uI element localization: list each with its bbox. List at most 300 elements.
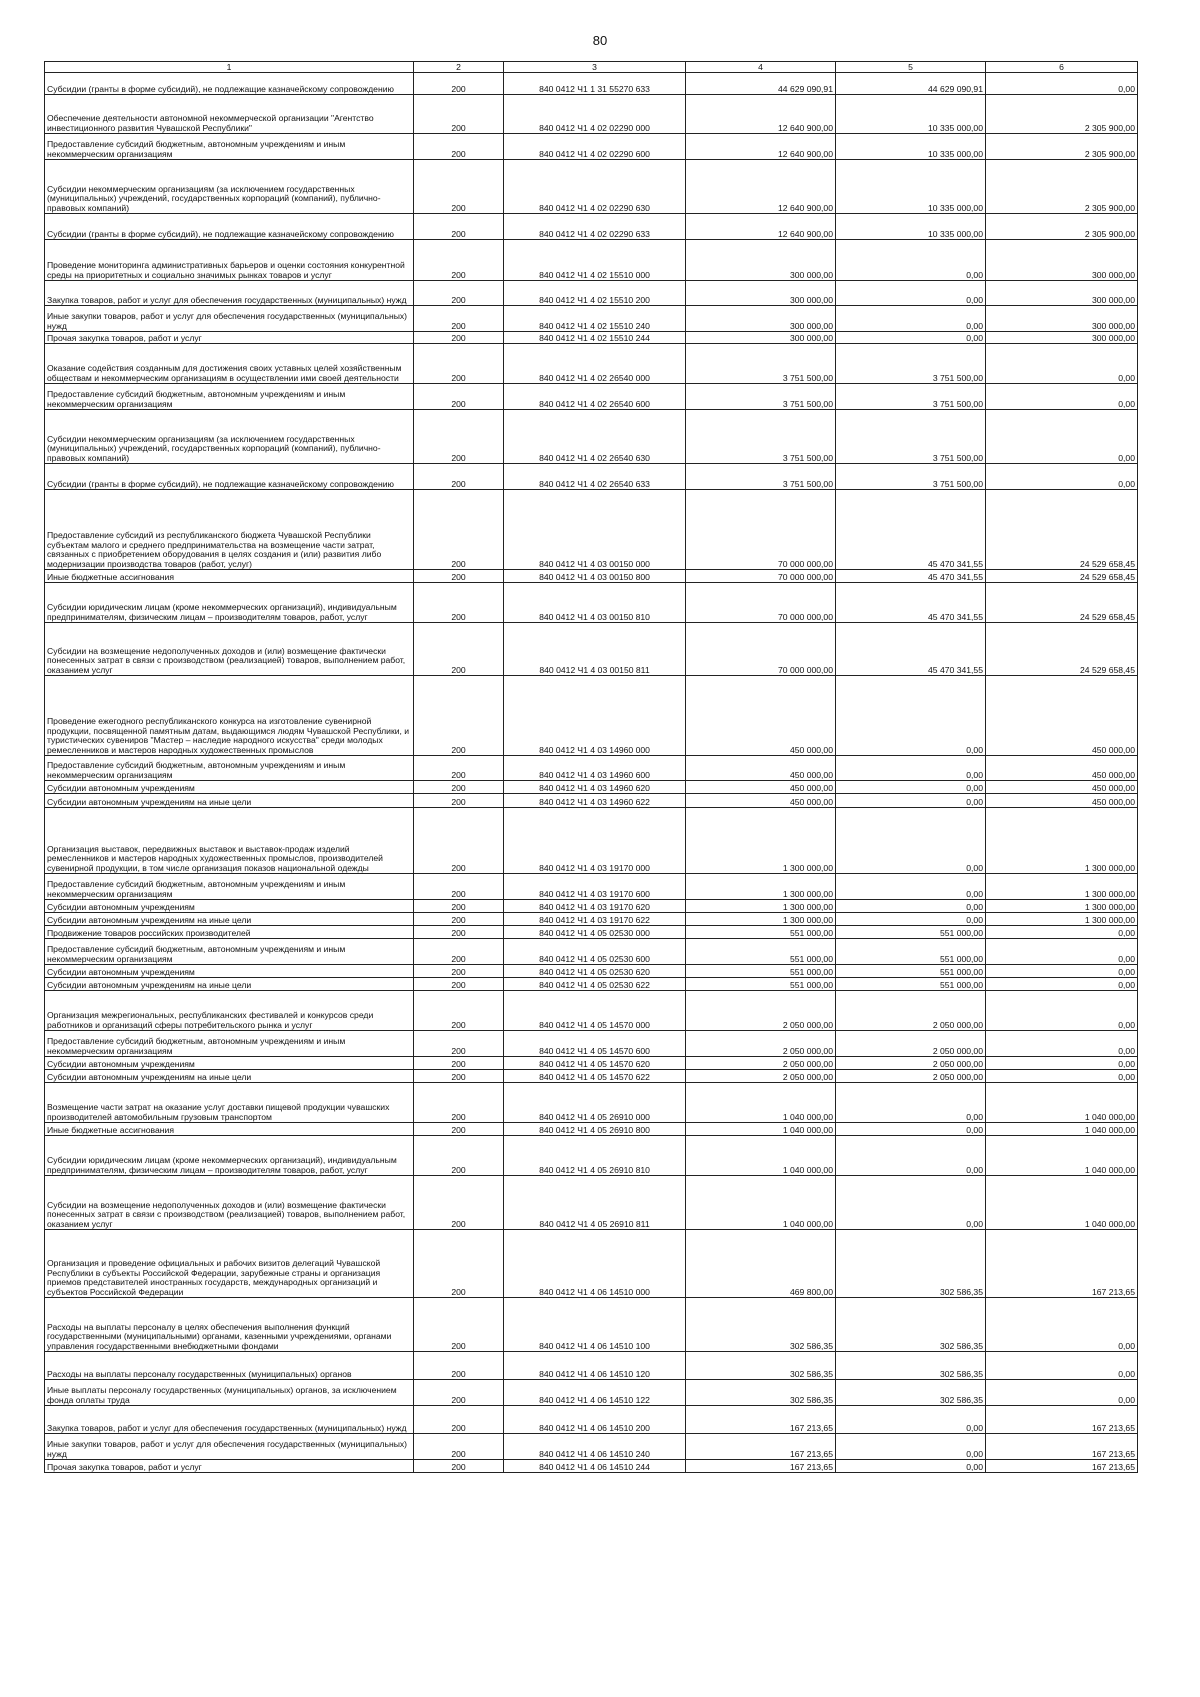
table-body — [45, 73, 1138, 1473]
row-value-6-cell: 24 529 658,45 — [986, 490, 1138, 570]
row-value-6-cell: 0,00 — [986, 384, 1138, 410]
table-row — [45, 1176, 1138, 1230]
row-value-5-cell: 302 586,35 — [836, 1230, 986, 1298]
row-value-6-cell: 1 040 000,00 — [986, 1083, 1138, 1123]
row-code-cell: 200 — [414, 1057, 504, 1070]
table-row — [45, 332, 1138, 344]
table-row — [45, 623, 1138, 676]
row-value-4-cell: 450 000,00 — [686, 794, 836, 808]
row-value-5-cell: 2 050 000,00 — [836, 1070, 986, 1083]
row-value-5-cell: 45 470 341,55 — [836, 623, 986, 676]
row-kbk-cell: 840 0412 Ч1 4 03 19170 000 — [504, 808, 686, 874]
row-code-cell: 200 — [414, 160, 504, 214]
row-kbk-cell: 840 0412 Ч1 4 02 26540 600 — [504, 384, 686, 410]
row-code-cell: 200 — [414, 900, 504, 913]
row-value-6-cell: 0,00 — [986, 926, 1138, 939]
row-kbk-cell: 840 0412 Ч1 4 05 26910 800 — [504, 1123, 686, 1136]
table-row — [45, 160, 1138, 214]
table-row — [45, 1057, 1138, 1070]
row-value-4-cell: 302 586,35 — [686, 1352, 836, 1380]
row-value-6-cell: 0,00 — [986, 991, 1138, 1031]
row-kbk-cell: 840 0412 Ч1 4 02 26540 633 — [504, 464, 686, 490]
row-value-4-cell: 469 800,00 — [686, 1230, 836, 1298]
row-kbk-cell: 840 0412 Ч1 4 03 14960 622 — [504, 794, 686, 808]
row-kbk-cell: 840 0412 Ч1 4 03 14960 000 — [504, 676, 686, 756]
row-code-cell: 200 — [414, 676, 504, 756]
row-code-cell: 200 — [414, 384, 504, 410]
row-code-cell: 200 — [414, 1380, 504, 1406]
row-name-cell: Предоставление субсидий бюджетным, автономным учреждениям и иным некоммерческим организациям — [45, 1031, 414, 1057]
column-header-4: 4 — [686, 62, 836, 73]
row-name-cell: Продвижение товаров российских производителей — [45, 926, 414, 939]
row-value-6-cell: 1 300 000,00 — [986, 874, 1138, 900]
row-value-6-cell: 24 529 658,45 — [986, 623, 1138, 676]
row-name-cell: Субсидии автономным учреждениям на иные цели — [45, 978, 414, 991]
row-value-6-cell: 2 305 900,00 — [986, 95, 1138, 134]
row-kbk-cell: 840 0412 Ч1 4 05 14570 000 — [504, 991, 686, 1031]
column-header-6: 6 — [986, 62, 1138, 73]
row-kbk-cell: 840 0412 Ч1 4 06 14510 240 — [504, 1434, 686, 1460]
row-value-4-cell: 70 000 000,00 — [686, 490, 836, 570]
row-value-4-cell: 2 050 000,00 — [686, 1057, 836, 1070]
row-value-5-cell: 0,00 — [836, 332, 986, 344]
row-value-6-cell: 2 305 900,00 — [986, 134, 1138, 160]
row-name-cell: Закупка товаров, работ и услуг для обеспечения государственных (муниципальных) нужд — [45, 1406, 414, 1434]
row-kbk-cell: 840 0412 Ч1 4 06 14510 000 — [504, 1230, 686, 1298]
row-value-4-cell: 551 000,00 — [686, 965, 836, 978]
row-code-cell: 200 — [414, 344, 504, 384]
row-code-cell: 200 — [414, 134, 504, 160]
row-name-cell: Субсидии автономным учреждениям — [45, 900, 414, 913]
row-kbk-cell: 840 0412 Ч1 4 06 14510 100 — [504, 1298, 686, 1352]
row-name-cell: Субсидии автономным учреждениям — [45, 1057, 414, 1070]
row-kbk-cell: 840 0412 Ч1 4 03 00150 810 — [504, 583, 686, 623]
row-value-5-cell: 302 586,35 — [836, 1298, 986, 1352]
row-value-6-cell: 1 300 000,00 — [986, 913, 1138, 926]
row-kbk-cell: 840 0412 Ч1 4 05 02530 000 — [504, 926, 686, 939]
table-row — [45, 1380, 1138, 1406]
row-name-cell: Предоставление субсидий бюджетным, автономным учреждениям и иным некоммерческим организациям — [45, 756, 414, 781]
row-value-5-cell: 45 470 341,55 — [836, 490, 986, 570]
row-value-4-cell: 44 629 090,91 — [686, 73, 836, 95]
row-name-cell: Субсидии юридическим лицам (кроме некоммерческих организаций), индивидуальным предпринимателям, физическим лицам – производителям товаров, работ, услуг — [45, 1136, 414, 1176]
row-value-5-cell: 0,00 — [836, 306, 986, 332]
row-name-cell: Иные бюджетные ассигнования — [45, 1123, 414, 1136]
row-code-cell: 200 — [414, 939, 504, 965]
row-value-6-cell: 24 529 658,45 — [986, 570, 1138, 583]
row-value-6-cell: 0,00 — [986, 1057, 1138, 1070]
row-kbk-cell: 840 0412 Ч1 4 06 14510 120 — [504, 1352, 686, 1380]
row-code-cell: 200 — [414, 1123, 504, 1136]
row-value-4-cell: 450 000,00 — [686, 781, 836, 794]
row-value-4-cell: 1 300 000,00 — [686, 808, 836, 874]
row-value-4-cell: 300 000,00 — [686, 306, 836, 332]
row-kbk-cell: 840 0412 Ч1 4 06 14510 244 — [504, 1460, 686, 1473]
row-value-4-cell: 12 640 900,00 — [686, 160, 836, 214]
table-row — [45, 965, 1138, 978]
row-code-cell: 200 — [414, 1031, 504, 1057]
row-name-cell: Субсидии автономным учреждениям на иные цели — [45, 1070, 414, 1083]
row-value-5-cell: 3 751 500,00 — [836, 344, 986, 384]
row-value-4-cell: 2 050 000,00 — [686, 991, 836, 1031]
row-value-6-cell: 300 000,00 — [986, 306, 1138, 332]
row-value-5-cell: 0,00 — [836, 1460, 986, 1473]
row-code-cell: 200 — [414, 464, 504, 490]
row-value-4-cell: 551 000,00 — [686, 978, 836, 991]
row-value-4-cell: 1 040 000,00 — [686, 1176, 836, 1230]
table-row — [45, 913, 1138, 926]
row-value-6-cell: 0,00 — [986, 1070, 1138, 1083]
table-row — [45, 1136, 1138, 1176]
row-kbk-cell: 840 0412 Ч1 4 05 14570 620 — [504, 1057, 686, 1070]
row-code-cell: 200 — [414, 978, 504, 991]
row-value-6-cell: 167 213,65 — [986, 1406, 1138, 1434]
row-kbk-cell: 840 0412 Ч1 1 31 55270 633 — [504, 73, 686, 95]
table-row — [45, 214, 1138, 240]
row-name-cell: Субсидии некоммерческим организациям (за исключением государственных (муниципальных) учреждений, государственных корпораций (компаний), публично-правовых компаний) — [45, 160, 414, 214]
column-header-3: 3 — [504, 62, 686, 73]
row-value-6-cell: 24 529 658,45 — [986, 583, 1138, 623]
row-value-4-cell: 1 300 000,00 — [686, 913, 836, 926]
table-row — [45, 464, 1138, 490]
table-row — [45, 306, 1138, 332]
row-code-cell: 200 — [414, 73, 504, 95]
row-name-cell: Предоставление субсидий бюджетным, автономным учреждениям и иным некоммерческим организациям — [45, 134, 414, 160]
column-header-5: 5 — [836, 62, 986, 73]
table-row — [45, 134, 1138, 160]
row-kbk-cell: 840 0412 Ч1 4 03 00150 800 — [504, 570, 686, 583]
row-kbk-cell: 840 0412 Ч1 4 03 00150 811 — [504, 623, 686, 676]
row-value-4-cell: 3 751 500,00 — [686, 344, 836, 384]
table-row — [45, 939, 1138, 965]
row-value-5-cell: 0,00 — [836, 1123, 986, 1136]
row-value-4-cell: 450 000,00 — [686, 756, 836, 781]
row-value-6-cell: 0,00 — [986, 73, 1138, 95]
row-name-cell: Иные выплаты персоналу государственных (муниципальных) органов, за исключением фонда оплаты труда — [45, 1380, 414, 1406]
row-kbk-cell: 840 0412 Ч1 4 05 26910 000 — [504, 1083, 686, 1123]
column-header-2: 2 — [414, 62, 504, 73]
row-name-cell: Субсидии (гранты в форме субсидий), не подлежащие казначейскому сопровождению — [45, 464, 414, 490]
row-value-6-cell: 1 040 000,00 — [986, 1136, 1138, 1176]
row-code-cell: 200 — [414, 1352, 504, 1380]
table-row — [45, 900, 1138, 913]
row-code-cell: 200 — [414, 1406, 504, 1434]
row-value-4-cell: 3 751 500,00 — [686, 464, 836, 490]
row-kbk-cell: 840 0412 Ч1 4 02 02290 633 — [504, 214, 686, 240]
row-value-5-cell: 0,00 — [836, 756, 986, 781]
table-row — [45, 1406, 1138, 1434]
row-value-5-cell: 0,00 — [836, 781, 986, 794]
row-value-4-cell: 300 000,00 — [686, 240, 836, 281]
row-value-6-cell: 300 000,00 — [986, 332, 1138, 344]
row-value-5-cell: 45 470 341,55 — [836, 583, 986, 623]
row-value-6-cell: 0,00 — [986, 978, 1138, 991]
row-value-4-cell: 167 213,65 — [686, 1406, 836, 1434]
table-row — [45, 583, 1138, 623]
row-name-cell: Организация и проведение официальных и рабочих визитов делегаций Чувашской Республики в субъекты Российской Федерации, зарубежные страны и организация приемов представителей иностранных государств, международных организаций и субъектов Российской Федерации — [45, 1230, 414, 1298]
row-code-cell: 200 — [414, 794, 504, 808]
row-value-4-cell: 12 640 900,00 — [686, 214, 836, 240]
table-row — [45, 808, 1138, 874]
row-name-cell: Обеспечение деятельности автономной некоммерческой организации "Агентство инвестиционного развития Чувашской Республики" — [45, 95, 414, 134]
row-value-4-cell: 1 300 000,00 — [686, 900, 836, 913]
row-value-6-cell: 0,00 — [986, 410, 1138, 464]
row-code-cell: 200 — [414, 281, 504, 306]
row-name-cell: Проведение ежегодного республиканского конкурса на изготовление сувенирной продукции, посвященной памятным датам, выдающимся людям Чувашской Республики, и туристических сувениров "Мастер – наследие народного искусства" среди молодых ремесленников и мастеров народных художественных промыслов — [45, 676, 414, 756]
row-value-5-cell: 10 335 000,00 — [836, 95, 986, 134]
table-row — [45, 1352, 1138, 1380]
row-kbk-cell: 840 0412 Ч1 4 03 14960 620 — [504, 781, 686, 794]
table-row — [45, 874, 1138, 900]
row-value-6-cell: 0,00 — [986, 1380, 1138, 1406]
row-code-cell: 200 — [414, 410, 504, 464]
table-row — [45, 1070, 1138, 1083]
row-value-6-cell: 0,00 — [986, 1352, 1138, 1380]
row-value-5-cell: 0,00 — [836, 1136, 986, 1176]
row-value-5-cell: 0,00 — [836, 1176, 986, 1230]
row-value-6-cell: 0,00 — [986, 939, 1138, 965]
row-name-cell: Предоставление субсидий бюджетным, автономным учреждениям и иным некоммерческим организациям — [45, 939, 414, 965]
row-name-cell: Иные закупки товаров, работ и услуг для обеспечения государственных (муниципальных) нужд — [45, 306, 414, 332]
row-name-cell: Субсидии на возмещение недополученных доходов и (или) возмещение фактически понесенных затрат в связи с производством (реализацией) товаров, выполнением работ, оказанием услуг — [45, 1176, 414, 1230]
row-value-6-cell: 1 300 000,00 — [986, 808, 1138, 874]
row-value-5-cell: 3 751 500,00 — [836, 410, 986, 464]
row-value-5-cell: 0,00 — [836, 874, 986, 900]
row-code-cell: 200 — [414, 214, 504, 240]
row-kbk-cell: 840 0412 Ч1 4 02 26540 630 — [504, 410, 686, 464]
row-kbk-cell: 840 0412 Ч1 4 06 14510 200 — [504, 1406, 686, 1434]
row-value-6-cell: 0,00 — [986, 1298, 1138, 1352]
row-value-4-cell: 1 040 000,00 — [686, 1123, 836, 1136]
row-value-4-cell: 3 751 500,00 — [686, 410, 836, 464]
row-name-cell: Расходы на выплаты персоналу государственных (муниципальных) органов — [45, 1352, 414, 1380]
row-kbk-cell: 840 0412 Ч1 4 03 19170 622 — [504, 913, 686, 926]
row-value-5-cell: 302 586,35 — [836, 1380, 986, 1406]
row-value-5-cell: 551 000,00 — [836, 926, 986, 939]
row-name-cell: Субсидии юридическим лицам (кроме некоммерческих организаций), индивидуальным предпринимателям, физическим лицам – производителям товаров, работ, услуг — [45, 583, 414, 623]
row-value-4-cell: 3 751 500,00 — [686, 384, 836, 410]
table-row — [45, 1230, 1138, 1298]
page-number: 80 — [592, 33, 608, 48]
row-kbk-cell: 840 0412 Ч1 4 06 14510 122 — [504, 1380, 686, 1406]
row-value-4-cell: 302 586,35 — [686, 1380, 836, 1406]
row-value-6-cell: 1 040 000,00 — [986, 1176, 1138, 1230]
row-name-cell: Оказание содействия созданным для достижения своих уставных целей хозяйственным обществам и некоммерческим организациям в осуществлении ими своей деятельности — [45, 344, 414, 384]
row-value-5-cell: 0,00 — [836, 240, 986, 281]
table-row — [45, 756, 1138, 781]
row-kbk-cell: 840 0412 Ч1 4 05 14570 600 — [504, 1031, 686, 1057]
row-code-cell: 200 — [414, 1434, 504, 1460]
row-kbk-cell: 840 0412 Ч1 4 03 14960 600 — [504, 756, 686, 781]
table-row — [45, 384, 1138, 410]
row-value-6-cell: 300 000,00 — [986, 281, 1138, 306]
table-row — [45, 344, 1138, 384]
row-name-cell: Предоставление субсидий из республиканского бюджета Чувашской Республики субъектам малого и среднего предпринимательства на возмещение части затрат, связанных с приобретением оборудования в целях создания и (или) развития либо модернизации производства товаров (работ, услуг) — [45, 490, 414, 570]
row-name-cell: Возмещение части затрат на оказание услуг доставки пищевой продукции чувашских производителей автомобильным грузовым транспортом — [45, 1083, 414, 1123]
row-value-4-cell: 2 050 000,00 — [686, 1070, 836, 1083]
row-code-cell: 200 — [414, 913, 504, 926]
row-name-cell: Организация межрегиональных, республиканских фестивалей и конкурсов среди работников и организаций сферы потребительского рынка и услуг — [45, 991, 414, 1031]
row-name-cell: Иные бюджетные ассигнования — [45, 570, 414, 583]
row-value-5-cell: 10 335 000,00 — [836, 214, 986, 240]
row-value-5-cell: 2 050 000,00 — [836, 1031, 986, 1057]
row-value-6-cell: 0,00 — [986, 1031, 1138, 1057]
row-value-5-cell: 2 050 000,00 — [836, 1057, 986, 1070]
row-code-cell: 200 — [414, 991, 504, 1031]
row-kbk-cell: 840 0412 Ч1 4 05 14570 622 — [504, 1070, 686, 1083]
row-code-cell: 200 — [414, 623, 504, 676]
table-row — [45, 781, 1138, 794]
row-name-cell: Иные закупки товаров, работ и услуг для обеспечения государственных (муниципальных) нужд — [45, 1434, 414, 1460]
row-value-4-cell: 12 640 900,00 — [686, 95, 836, 134]
row-kbk-cell: 840 0412 Ч1 4 02 15510 244 — [504, 332, 686, 344]
table-row — [45, 1298, 1138, 1352]
table-row — [45, 1123, 1138, 1136]
row-value-5-cell: 551 000,00 — [836, 965, 986, 978]
row-name-cell: Субсидии (гранты в форме субсидий), не подлежащие казначейскому сопровождению — [45, 73, 414, 95]
row-value-6-cell: 1 300 000,00 — [986, 900, 1138, 913]
table-row — [45, 794, 1138, 808]
table-row — [45, 410, 1138, 464]
row-value-5-cell: 44 629 090,91 — [836, 73, 986, 95]
row-kbk-cell: 840 0412 Ч1 4 03 19170 600 — [504, 874, 686, 900]
row-value-6-cell: 450 000,00 — [986, 794, 1138, 808]
row-kbk-cell: 840 0412 Ч1 4 05 02530 620 — [504, 965, 686, 978]
row-code-cell: 200 — [414, 306, 504, 332]
row-value-5-cell: 0,00 — [836, 281, 986, 306]
row-code-cell: 200 — [414, 240, 504, 281]
row-value-6-cell: 1 040 000,00 — [986, 1123, 1138, 1136]
table-row — [45, 1434, 1138, 1460]
row-value-4-cell: 300 000,00 — [686, 281, 836, 306]
row-value-4-cell: 551 000,00 — [686, 939, 836, 965]
table-row — [45, 991, 1138, 1031]
row-value-4-cell: 551 000,00 — [686, 926, 836, 939]
row-value-5-cell: 45 470 341,55 — [836, 570, 986, 583]
table-row — [45, 676, 1138, 756]
row-kbk-cell: 840 0412 Ч1 4 05 02530 600 — [504, 939, 686, 965]
row-value-4-cell: 302 586,35 — [686, 1298, 836, 1352]
row-value-5-cell: 3 751 500,00 — [836, 384, 986, 410]
table-row — [45, 1083, 1138, 1123]
row-code-cell: 200 — [414, 95, 504, 134]
row-value-5-cell: 0,00 — [836, 794, 986, 808]
row-value-5-cell: 0,00 — [836, 1083, 986, 1123]
row-code-cell: 200 — [414, 1136, 504, 1176]
row-value-5-cell: 302 586,35 — [836, 1352, 986, 1380]
row-value-5-cell: 0,00 — [836, 1434, 986, 1460]
row-value-6-cell: 167 213,65 — [986, 1460, 1138, 1473]
table-row — [45, 240, 1138, 281]
table-row — [45, 1460, 1138, 1473]
table-row — [45, 978, 1138, 991]
row-code-cell: 200 — [414, 1298, 504, 1352]
table-row — [45, 1031, 1138, 1057]
row-kbk-cell: 840 0412 Ч1 4 05 02530 622 — [504, 978, 686, 991]
row-code-cell: 200 — [414, 808, 504, 874]
row-name-cell: Проведение мониторинга административных барьеров и оценки состояния конкурентной среды на приоритетных и социально значимых рынках товаров и услуг — [45, 240, 414, 281]
column-header-1: 1 — [45, 62, 414, 73]
row-value-4-cell: 167 213,65 — [686, 1434, 836, 1460]
row-value-4-cell: 12 640 900,00 — [686, 134, 836, 160]
row-name-cell: Субсидии автономным учреждениям на иные цели — [45, 794, 414, 808]
row-kbk-cell: 840 0412 Ч1 4 02 15510 240 — [504, 306, 686, 332]
row-value-4-cell: 1 300 000,00 — [686, 874, 836, 900]
row-value-5-cell: 3 751 500,00 — [836, 464, 986, 490]
row-code-cell: 200 — [414, 1083, 504, 1123]
row-name-cell: Закупка товаров, работ и услуг для обеспечения государственных (муниципальных) нужд — [45, 281, 414, 306]
row-value-6-cell: 167 213,65 — [986, 1230, 1138, 1298]
row-code-cell: 200 — [414, 490, 504, 570]
row-name-cell: Субсидии автономным учреждениям — [45, 781, 414, 794]
row-value-6-cell: 450 000,00 — [986, 676, 1138, 756]
row-name-cell: Расходы на выплаты персоналу в целях обеспечения выполнения функций государственными (муниципальными) органами, казенными учреждениями, органами управления государственными внебюджетными фондами — [45, 1298, 414, 1352]
row-value-5-cell: 10 335 000,00 — [836, 160, 986, 214]
row-value-6-cell: 0,00 — [986, 464, 1138, 490]
table-row — [45, 490, 1138, 570]
row-value-4-cell: 70 000 000,00 — [686, 583, 836, 623]
row-kbk-cell: 840 0412 Ч1 4 02 15510 200 — [504, 281, 686, 306]
row-code-cell: 200 — [414, 1460, 504, 1473]
row-code-cell: 200 — [414, 1176, 504, 1230]
row-value-5-cell: 551 000,00 — [836, 978, 986, 991]
row-value-4-cell: 70 000 000,00 — [686, 570, 836, 583]
row-name-cell: Субсидии автономным учреждениям — [45, 965, 414, 978]
row-kbk-cell: 840 0412 Ч1 4 03 19170 620 — [504, 900, 686, 913]
table-row — [45, 926, 1138, 939]
row-kbk-cell: 840 0412 Ч1 4 05 26910 811 — [504, 1176, 686, 1230]
row-name-cell: Прочая закупка товаров, работ и услуг — [45, 1460, 414, 1473]
row-value-6-cell: 2 305 900,00 — [986, 214, 1138, 240]
row-code-cell: 200 — [414, 756, 504, 781]
row-code-cell: 200 — [414, 1230, 504, 1298]
row-name-cell: Субсидии некоммерческим организациям (за исключением государственных (муниципальных) учреждений, государственных корпораций (компаний), публично-правовых компаний) — [45, 410, 414, 464]
row-name-cell: Предоставление субсидий бюджетным, автономным учреждениям и иным некоммерческим организациям — [45, 874, 414, 900]
row-code-cell: 200 — [414, 926, 504, 939]
row-value-6-cell: 0,00 — [986, 344, 1138, 384]
row-value-5-cell: 0,00 — [836, 913, 986, 926]
row-value-5-cell: 551 000,00 — [836, 939, 986, 965]
row-kbk-cell: 840 0412 Ч1 4 02 15510 000 — [504, 240, 686, 281]
row-value-4-cell: 2 050 000,00 — [686, 1031, 836, 1057]
row-kbk-cell: 840 0412 Ч1 4 05 26910 810 — [504, 1136, 686, 1176]
row-value-6-cell: 167 213,65 — [986, 1434, 1138, 1460]
row-name-cell: Субсидии на возмещение недополученных доходов и (или) возмещение фактически понесенных затрат в связи с производством (реализацией) товаров, выполнением работ, оказанием услуг — [45, 623, 414, 676]
row-value-4-cell: 167 213,65 — [686, 1460, 836, 1473]
row-code-cell: 200 — [414, 583, 504, 623]
row-value-5-cell: 0,00 — [836, 808, 986, 874]
row-value-5-cell: 0,00 — [836, 676, 986, 756]
row-value-5-cell: 2 050 000,00 — [836, 991, 986, 1031]
row-value-6-cell: 0,00 — [986, 965, 1138, 978]
header-row — [45, 62, 1138, 73]
row-code-cell: 200 — [414, 965, 504, 978]
row-kbk-cell: 840 0412 Ч1 4 02 02290 000 — [504, 95, 686, 134]
row-value-5-cell: 0,00 — [836, 1406, 986, 1434]
table-row — [45, 281, 1138, 306]
row-kbk-cell: 840 0412 Ч1 4 02 02290 600 — [504, 134, 686, 160]
row-code-cell: 200 — [414, 332, 504, 344]
row-name-cell: Предоставление субсидий бюджетным, автономным учреждениям и иным некоммерческим организациям — [45, 384, 414, 410]
row-value-4-cell: 1 040 000,00 — [686, 1136, 836, 1176]
row-value-6-cell: 450 000,00 — [986, 756, 1138, 781]
table-row — [45, 570, 1138, 583]
row-code-cell: 200 — [414, 1070, 504, 1083]
row-value-4-cell: 70 000 000,00 — [686, 623, 836, 676]
row-value-5-cell: 10 335 000,00 — [836, 134, 986, 160]
row-kbk-cell: 840 0412 Ч1 4 02 02290 630 — [504, 160, 686, 214]
row-code-cell: 200 — [414, 570, 504, 583]
